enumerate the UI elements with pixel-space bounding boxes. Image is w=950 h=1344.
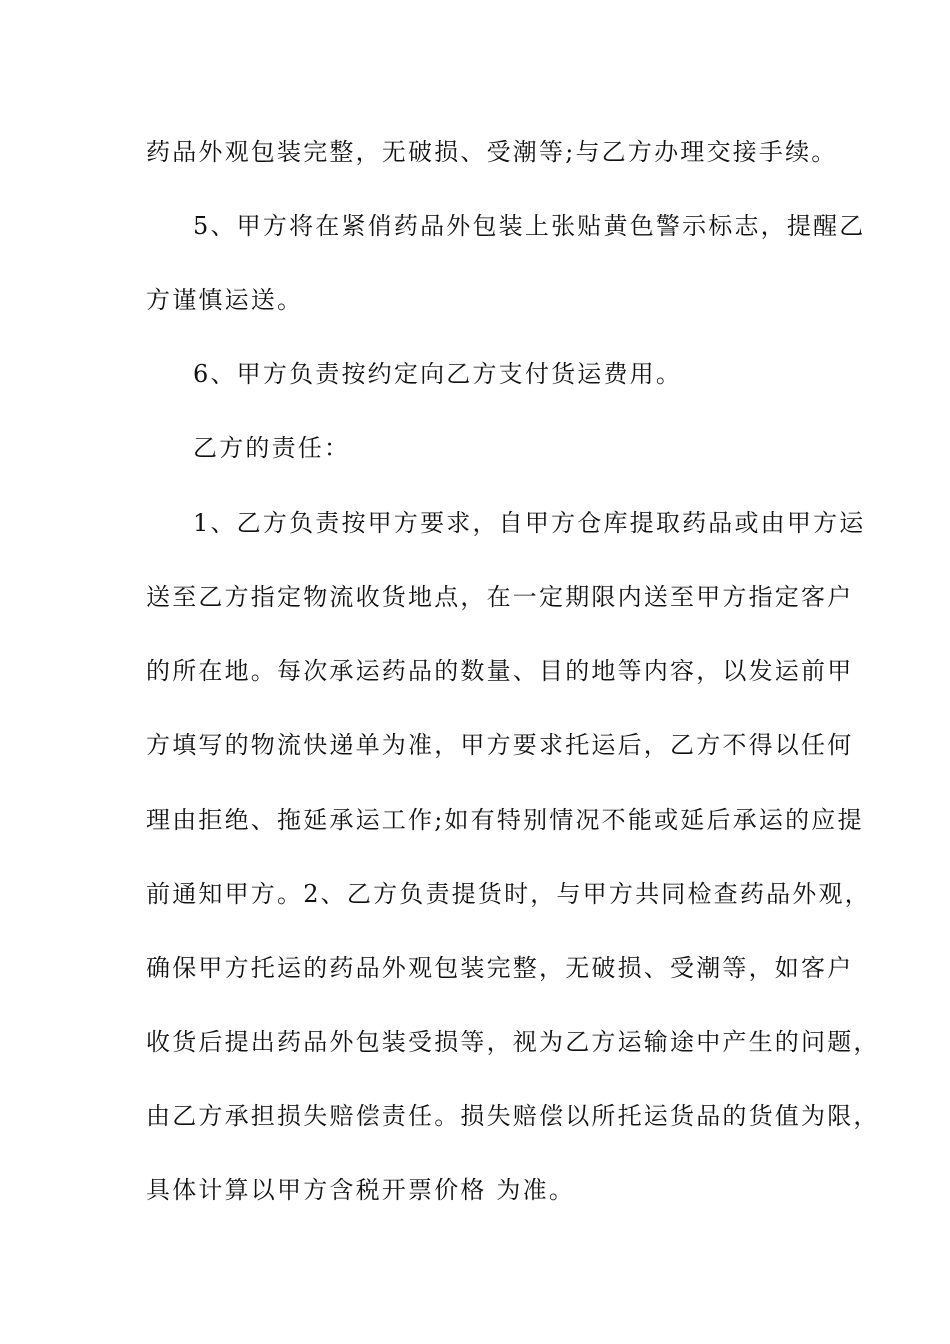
paragraph-line: 的所在地。每次承运药品的数量、目的地等内容，以发运前甲 [146,657,854,685]
paragraph-line: 方谨慎运送。 [146,286,304,314]
paragraph-line: 由乙方承担损失赔偿责任。损失赔偿以所托运货品的货值为限， [146,1102,880,1130]
paragraph-line: 确保甲方托运的药品外观包装完整，无破损、受潮等，如客户 [146,954,854,982]
paragraph-line: 药品外观包装完整，无破损、受潮等;与乙方办理交接手续。 [146,138,838,166]
clause-6-line: 6、甲方负责按约定向乙方支付货运费用。 [193,360,683,388]
paragraph-line: 送至乙方指定物流收货地点，在一定期限内送至甲方指定客户 [146,583,854,611]
paragraph-line: 方填写的物流快递单为准，甲方要求托运后，乙方不得以任何 [146,731,854,759]
clause-5-line: 5、甲方将在紧俏药品外包装上张贴黄色警示标志，提醒乙 [193,212,866,240]
paragraph-line: 具体计算以甲方含税开票价格 为准。 [146,1176,576,1204]
paragraph-line: 收货后提出药品外包装受损等，视为乙方运输途中产生的问题， [146,1028,880,1056]
clause-1-line: 1、乙方负责按甲方要求，自甲方仓库提取药品或由甲方运 [193,509,866,537]
paragraph-line: 理由拒绝、拖延承运工作;如有特别情况不能或延后承运的应提 [146,806,864,834]
section-heading: 乙方的责任： [193,434,351,462]
paragraph-line: 前通知甲方。2、乙方负责提货时，与甲方共同检查药品外观， [146,880,871,908]
